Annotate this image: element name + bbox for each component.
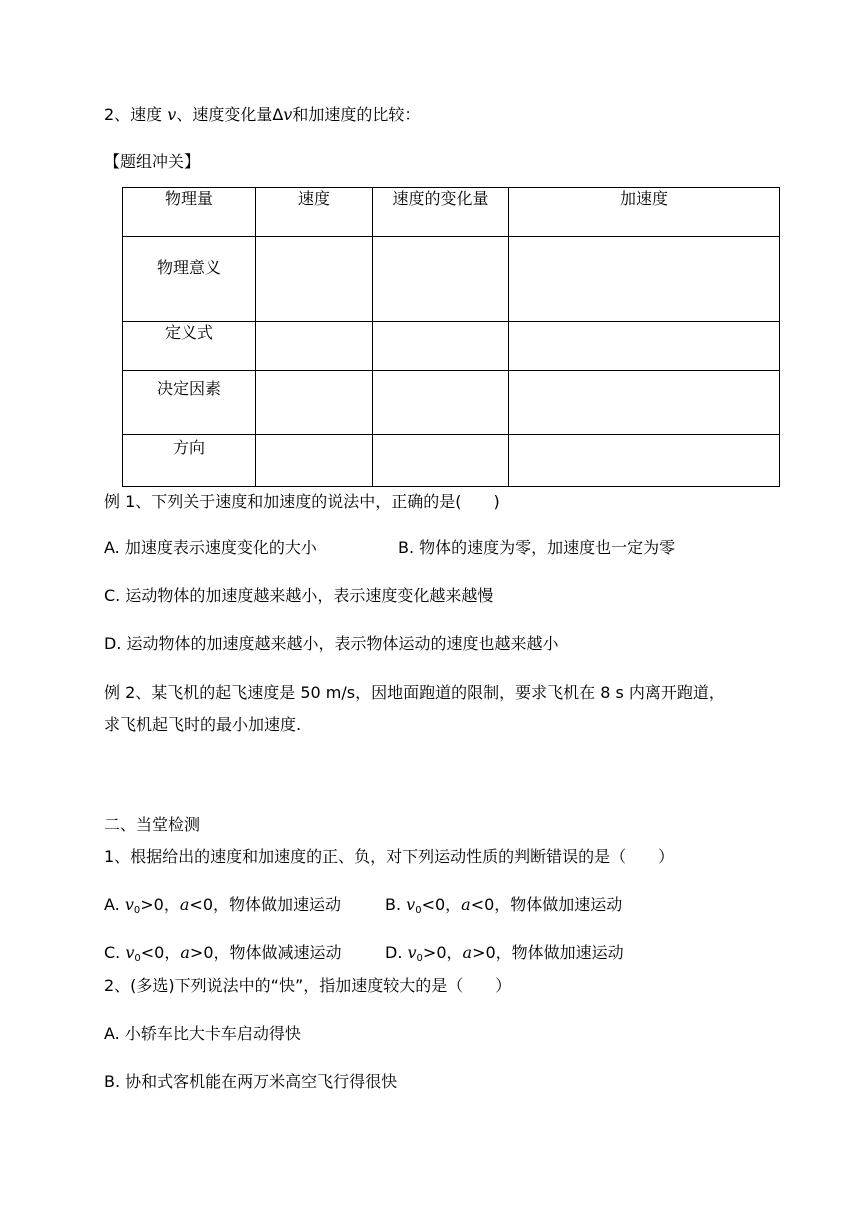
q1-option-a: A. $v_0>0$，a<0，物体做加速运动 <box>104 895 341 916</box>
example1-question: 例 1、下列关于速度和加速度的说法中，正确的是( ) <box>104 492 500 511</box>
table-cell <box>256 322 373 371</box>
q1-option-b: B. $v_0<0$，a<0，物体做加速运动 <box>385 895 623 916</box>
table-cell <box>373 371 509 435</box>
q2-option-b: B. 协和式客机能在两万米高空飞行得很快 <box>104 1072 398 1091</box>
table-cell <box>373 237 509 322</box>
example2-line1: 例 2、某飞机的起飞速度是 50 m/s，因地面跑道的限制，要求飞机在 8 s 内离开跑道， <box>104 683 725 702</box>
table-cell <box>509 435 780 487</box>
example1-option-b: B. 物体的速度为零，加速度也一定为零 <box>398 538 676 557</box>
table-row <box>123 237 780 322</box>
row-label: 方向 <box>123 435 256 487</box>
row-label: 物理意义 <box>123 237 256 322</box>
table-row <box>123 371 780 435</box>
table-row <box>123 322 780 371</box>
table-header-row <box>123 188 780 237</box>
example1-option-a: A. 加速度表示速度变化的大小 <box>104 538 317 557</box>
table-cell <box>256 371 373 435</box>
table-cell <box>509 237 780 322</box>
example1-option-d: D. 运动物体的加速度越来越小，表示物体运动的速度也越来越小 <box>104 634 559 653</box>
row-label: 定义式 <box>123 322 256 371</box>
q2-option-a: A. 小轿车比大卡车启动得快 <box>104 1024 301 1043</box>
table-cell <box>256 237 373 322</box>
table-header: 速度的变化量 <box>373 188 509 237</box>
table-cell <box>509 322 780 371</box>
section-heading-comparison: 2、速度 v、速度变化量Δv和加速度的比较： <box>104 105 421 124</box>
test-section-heading: 二、当堂检测 <box>104 815 201 834</box>
q1-option-c: C. $v_0<0$，a>0，物体做减速运动 <box>104 943 342 964</box>
example1-option-c: C. 运动物体的加速度越来越小，表示速度变化越来越慢 <box>104 586 494 605</box>
table-cell <box>373 322 509 371</box>
table-row <box>123 435 780 487</box>
example2-line2: 求飞机起飞时的最小加速度. <box>104 715 302 734</box>
table-cell <box>509 371 780 435</box>
table-header: 速度 <box>256 188 373 237</box>
comparison-table <box>122 187 780 487</box>
q1-option-d: D. $v_0>0$，a>0，物体做加速运动 <box>385 943 624 964</box>
q2-question: 2、(多选)下列说法中的“快”，指加速度较大的是（ ） <box>104 976 512 995</box>
table-header: 加速度 <box>509 188 780 237</box>
table-header: 物理量 <box>123 188 256 237</box>
row-label: 决定因素 <box>123 371 256 435</box>
group-title: 【题组冲关】 <box>104 152 201 171</box>
q1-question: 1、根据给出的速度和加速度的正、负，对下列运动性质的判断错误的是（ ） <box>104 847 675 866</box>
table-cell <box>256 435 373 487</box>
table-cell <box>373 435 509 487</box>
